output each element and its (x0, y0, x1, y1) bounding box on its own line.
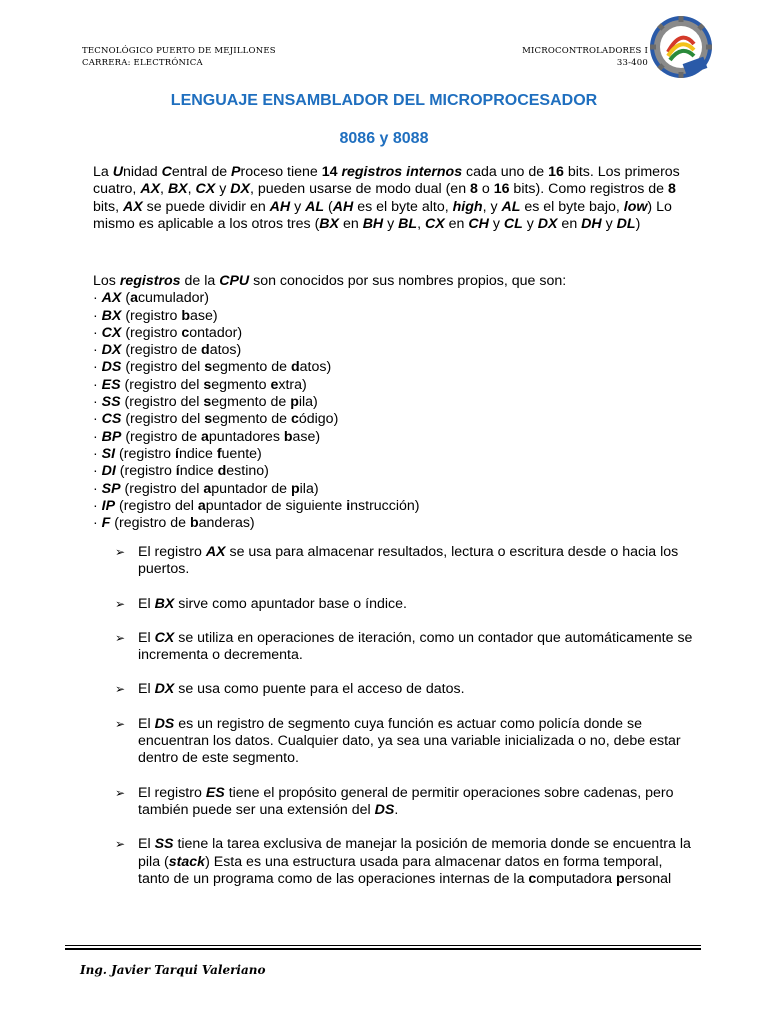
register-item-dx: · DX (registro de datos) (93, 342, 242, 359)
register-item-cs: · CS (registro del segmento de código) (93, 411, 339, 428)
bullet-bx: ➢ El BX sirve como apuntador base o índice. (115, 595, 407, 612)
bullet-dx: ➢ El DX se usa como puente para el acceso de datos. (115, 681, 465, 698)
footer-divider (65, 945, 701, 946)
register-item-sp: · SP (registro del apuntador de pila) (93, 480, 319, 497)
course-code: 33-400 (616, 58, 648, 68)
institution-name: TECNOLÓGICO PUERTO DE MEJILLONES (82, 46, 276, 56)
bullet-ds: ➢ El DS es un registro de segmento cuya función es actuar como policía donde se encuentran los datos. Cualquier dato, ya sea una variable inicializada o no, debe estar dentro de este segmento. (115, 715, 681, 767)
institution-logo (648, 14, 714, 80)
header-institution (82, 45, 276, 69)
page-subtitle: 8086 y 8088 (339, 130, 429, 147)
register-item-es: · ES (registro del segmento extra) (93, 376, 307, 393)
page-title: LENGUAJE ENSAMBLADOR DEL MICROPROCESADOR (170, 92, 598, 109)
registers-section (93, 273, 693, 532)
intro-paragraph: La Unidad Central de Proceso tiene 14 registros internos cada uno de 16 bits. Los primeros cuatro, AX, BX, CX y DX, pueden usarse de modo dual (en 8 o 16 bits). Como registros de 8 bits, AX se puede dividir en AH y AL (AH es el byte alto, high, y AL es el byte bajo, low) Lo mismo es aplicable a los otros tres (BX en BH y BL, CX en CH y CL y DX en DH y DL) (93, 164, 680, 232)
bullet-cx: ➢ El CX se utiliza en operaciones de iteración, como un contador que automáticamente se incrementa o decrementa. (115, 629, 693, 664)
course-name: MICROCONTROLADORES I (522, 46, 648, 56)
register-item-ds: · DS (registro del segmento de datos) (93, 359, 332, 376)
arrow-bullet-icon: ➢ (115, 596, 126, 611)
register-descriptions (115, 544, 695, 905)
register-item-ax: · AX (acumulador) (93, 290, 209, 307)
arrow-bullet-icon: ➢ (115, 716, 126, 731)
register-item-f: · F (registro de banderas) (93, 515, 255, 532)
arrow-bullet-icon: ➢ (115, 630, 126, 645)
register-item-bp: · BP (registro de apuntadores base) (93, 428, 321, 445)
arrow-bullet-icon: ➢ (115, 545, 126, 559)
header-course (522, 45, 648, 69)
bullet-ax: ➢ El registro AX se usa para almacenar resultados, lectura o escritura desde o hacia los puertos. (115, 544, 679, 578)
register-item-di: · DI (registro índice destino) (93, 463, 269, 480)
bullet-es: ➢ El registro ES tiene el propósito general de permitir operaciones sobre cadenas, pero también puede ser una extensión del DS. (115, 784, 674, 818)
register-item-si: · SI (registro índice fuente) (93, 445, 262, 462)
register-item-ss: · SS (registro del segmento de pila) (93, 394, 318, 411)
register-item-ip: · IP (registro del apuntador de siguiente instrucción) (93, 497, 420, 514)
arrow-bullet-icon: ➢ (115, 837, 126, 852)
bullet-ss: ➢ El SS tiene la tarea exclusiva de manejar la posición de memoria donde se encuentra la pila (stack) Esta es una estructura usada para almacenar datos en forma temporal, tanto de un programa como de las operaciones internas de la computadora personal (115, 836, 691, 887)
register-item-bx: · BX (registro base) (93, 307, 218, 324)
footer-divider-thick (65, 948, 701, 950)
arrow-bullet-icon: ➢ (115, 785, 126, 800)
register-item-cx: · CX (registro contador) (93, 324, 243, 341)
footer-author: Ing. Javier Tarqui Valeriano (80, 963, 266, 977)
career-name: CARRERA: ELECTRÓNICA (82, 58, 203, 68)
arrow-bullet-icon: ➢ (115, 682, 126, 697)
registers-intro: Los registros de la CPU son conocidos por sus nombres propios, que son: (93, 273, 567, 289)
